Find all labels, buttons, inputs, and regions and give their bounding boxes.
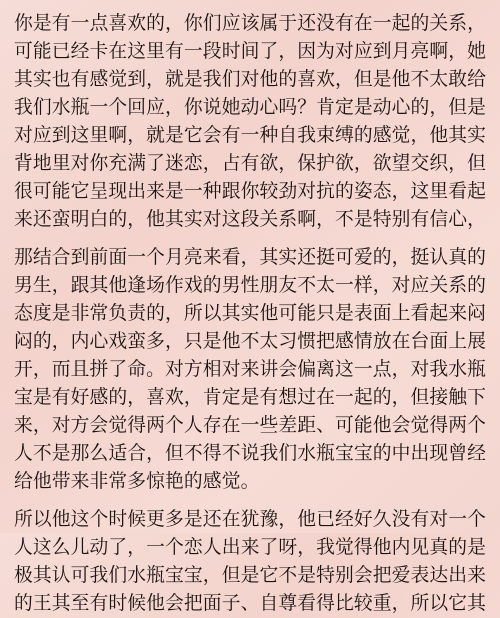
text-line: 开，而且拼了命。对方相对来讲会偏离这一点，对我水瓶 [14,359,487,380]
text-line: 人这么儿动了，一个恋人出来了呀，我觉得他内见真的是 [14,537,487,558]
text-line: 来，对方会觉得两个人存在一些差距、可能他会觉得两个 [14,415,487,436]
text-line: 背地里对你充满了迷恋，占有欲，保护欲，欲望交织，但 [14,153,487,174]
text-line: 男生，跟其他逢场作戏的男性朋友不太一样，对应关系的 [14,275,487,296]
text-line: 其实也有感觉到，就是我们对他的喜欢，但是他不太敢给 [14,69,487,90]
text-line: 对应到这里啊，就是它会有一种自我束缚的感觉，他其实 [14,125,487,146]
paragraph-2 [14,244,490,496]
text-line: 态度是非常负责的，所以其实他可能只是表面上看起来闷 [14,303,487,324]
text-line: 人不是那么适合，但不得不说我们水瓶宝宝的中出现曾经 [14,443,487,464]
text-line: 极其认可我们水瓶宝宝，但是它不是特别会把爱表达出来 [14,565,487,586]
text-line: 可能已经卡在这里有一段时间了，因为对应到月亮啊，她 [14,41,487,62]
text-line: 所以他这个时候更多是还在犹豫，他已经好久没有对一个 [14,509,487,530]
text-line: 给他带来非常多惊艳的感觉。 [14,471,260,492]
text-line: 那结合到前面一个月亮来看，其实还挺可爱的，挺认真的 [14,247,487,268]
paragraph-1 [14,10,490,234]
text-line: 你是有一点喜欢的，你们应该属于还没有在一起的关系， [14,13,487,34]
text-line: 的王其至有时候他会把面子、自尊看得比较重，所以它其 [14,593,487,614]
text-line: 很可能它呈现出来是一种跟你较劲对抗的姿态，这里看起 [14,181,487,202]
paragraph-3 [14,506,490,618]
text-line: 宝是有好感的，喜欢，肯定是有想过在一起的，但接触下 [14,387,487,408]
paragraph-gap [14,496,490,506]
text-line: 闷的，内心戏蛮多，只是他不太习惯把感情放在台面上展 [14,331,487,352]
paragraph-gap [14,234,490,244]
text-line: 来还蛮明白的，他其实对这段关系啊，不是特别有信心， [14,209,487,230]
text-line: 我们水瓶一个回应，你说她动心吗？肯定是动心的，但是 [14,97,487,118]
